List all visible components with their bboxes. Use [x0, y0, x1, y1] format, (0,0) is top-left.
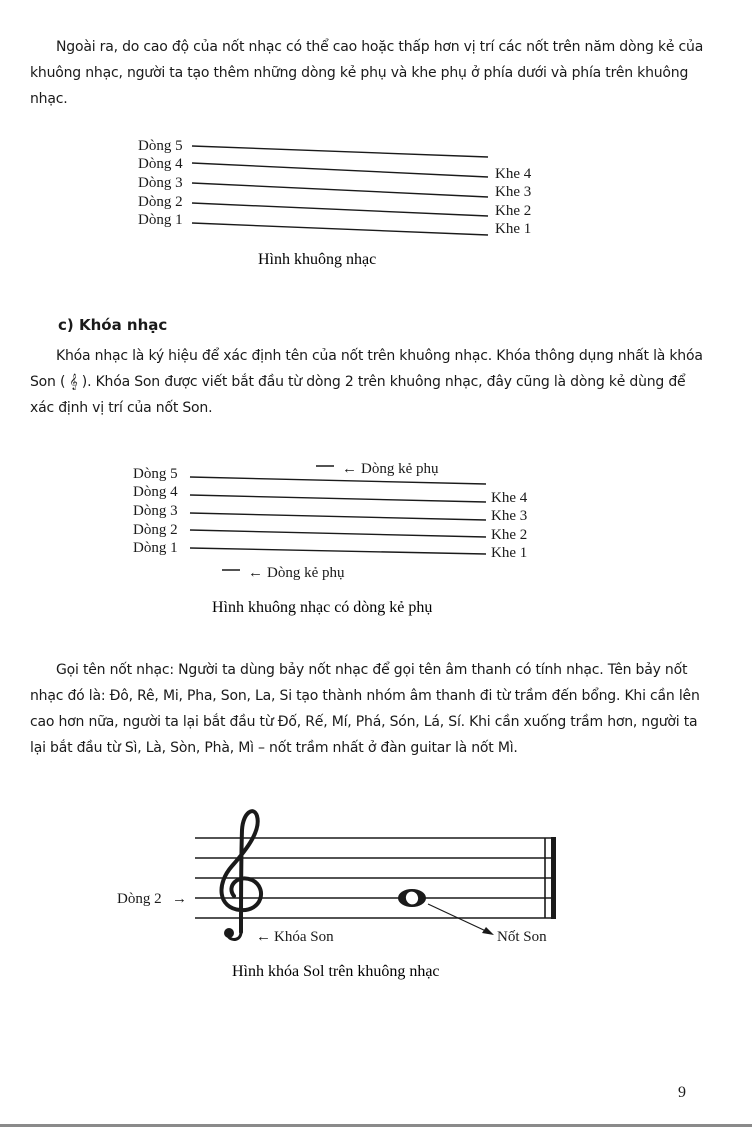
line-label-3: Dòng 3	[133, 503, 178, 519]
paragraph-text: Ngoài ra, do cao độ của nốt nhạc có thể cao hoặc thấp hơn vị trí các nốt trên năm dòng kẻ của khuông nhạc, người ta tạo thêm những dòng kẻ phụ và khe phụ ở phía dưới và phía trên khuông nhạc.	[30, 39, 704, 107]
staff-line-1	[190, 548, 486, 554]
clef-tail-dot	[224, 928, 234, 938]
treble-clef-icon	[222, 811, 262, 939]
space-label-3: Khe 3	[495, 184, 532, 200]
staff-line-1	[192, 223, 488, 235]
paragraph-text: Gọi tên nốt nhạc: Người ta dùng bảy nốt nhạc để gọi tên âm thanh có tính nhạc. Tên bảy nốt nhạc đó là: Đô, Rê, Mi, Pha, Son, La, Si tạo thành nhóm âm thanh đi từ trầm đến bổng. Khi cần lên cao hơn nữa, người ta lại bắt đầu từ Đố, Rế, Mí, Phá, Són, Lá, Sí. Khi cần xuống trầm hơn, người ta lại bắt đầu từ Sì, Là, Sòn, Phà, Mì – nốt trầm nhất ở đàn guitar là nốt Mì.	[30, 662, 700, 756]
ledger-top-label: Dòng kẻ phụ	[361, 461, 439, 477]
figure-caption: Hình khóa Sol trên khuông nhạc	[232, 963, 440, 980]
line-label-3: Dòng 3	[138, 175, 183, 191]
space-label-4: Khe 4	[491, 490, 528, 506]
staff-line-4	[192, 163, 488, 177]
section-heading: c) Khóa nhạc	[58, 316, 168, 334]
ledger-bottom-arrow: ←	[248, 565, 263, 581]
figure-treble-clef	[0, 800, 752, 990]
staff-line-3	[190, 513, 486, 520]
line-label-2: Dòng 2	[133, 522, 178, 538]
figure-staff	[0, 0, 752, 290]
page-bottom-rule	[0, 1124, 752, 1127]
whole-note-icon	[398, 889, 426, 907]
staff-line-2	[190, 530, 486, 537]
space-label-3: Khe 3	[491, 508, 528, 524]
barline-thick	[551, 837, 556, 919]
line-label-1: Dòng 1	[138, 212, 183, 228]
staff-line-2	[192, 203, 488, 216]
space-label-2: Khe 2	[491, 527, 528, 543]
staff-lines	[190, 466, 486, 570]
note-label: Nốt Son	[497, 929, 547, 945]
page-number: 9	[678, 1084, 686, 1101]
staff-line-3	[192, 183, 488, 197]
figure-staff-ledger	[0, 440, 752, 630]
staff-line-4	[190, 495, 486, 502]
paragraph-clef	[30, 343, 710, 421]
paragraph-text: Khóa nhạc là ký hiệu để xác định tên của nốt trên khuông nhạc. Khóa thông dụng nhất là khóa Son ( 𝄞 ). Khóa Son được viết bắt đầu từ dòng 2 trên khuông nhạc, đây cũng là dòng kẻ dùng để xác định vị trí của nốt Son.	[30, 348, 703, 416]
ledger-top-arrow: ←	[342, 461, 357, 477]
line-label-2: Dòng 2	[138, 194, 183, 210]
figure-caption: Hình khuông nhạc có dòng kẻ phụ	[212, 599, 433, 616]
space-label-1: Khe 1	[491, 545, 528, 561]
staff-line-5	[190, 477, 486, 484]
ledger-bottom-label: Dòng kẻ phụ	[267, 565, 345, 581]
line-2-arrow: →	[172, 891, 187, 907]
line-label-5: Dòng 5	[133, 466, 178, 482]
paragraph-note-names	[30, 657, 710, 761]
line-label-5: Dòng 5	[138, 138, 183, 154]
clef-arrow: ←	[256, 929, 271, 945]
space-label-1: Khe 1	[495, 221, 532, 237]
clef-label: Khóa Son	[274, 929, 334, 945]
space-label-2: Khe 2	[495, 203, 532, 219]
note-pointer-arrowhead	[482, 927, 494, 935]
line-label-4: Dòng 4	[138, 156, 183, 172]
line-label-4: Dòng 4	[133, 484, 178, 500]
space-label-4: Khe 4	[495, 166, 532, 182]
figure-caption: Hình khuông nhạc	[258, 251, 377, 268]
line-label-1: Dòng 1	[133, 540, 178, 556]
staff-lines	[192, 146, 488, 235]
line-2-label: Dòng 2	[117, 891, 162, 907]
staff-line-5	[192, 146, 488, 157]
